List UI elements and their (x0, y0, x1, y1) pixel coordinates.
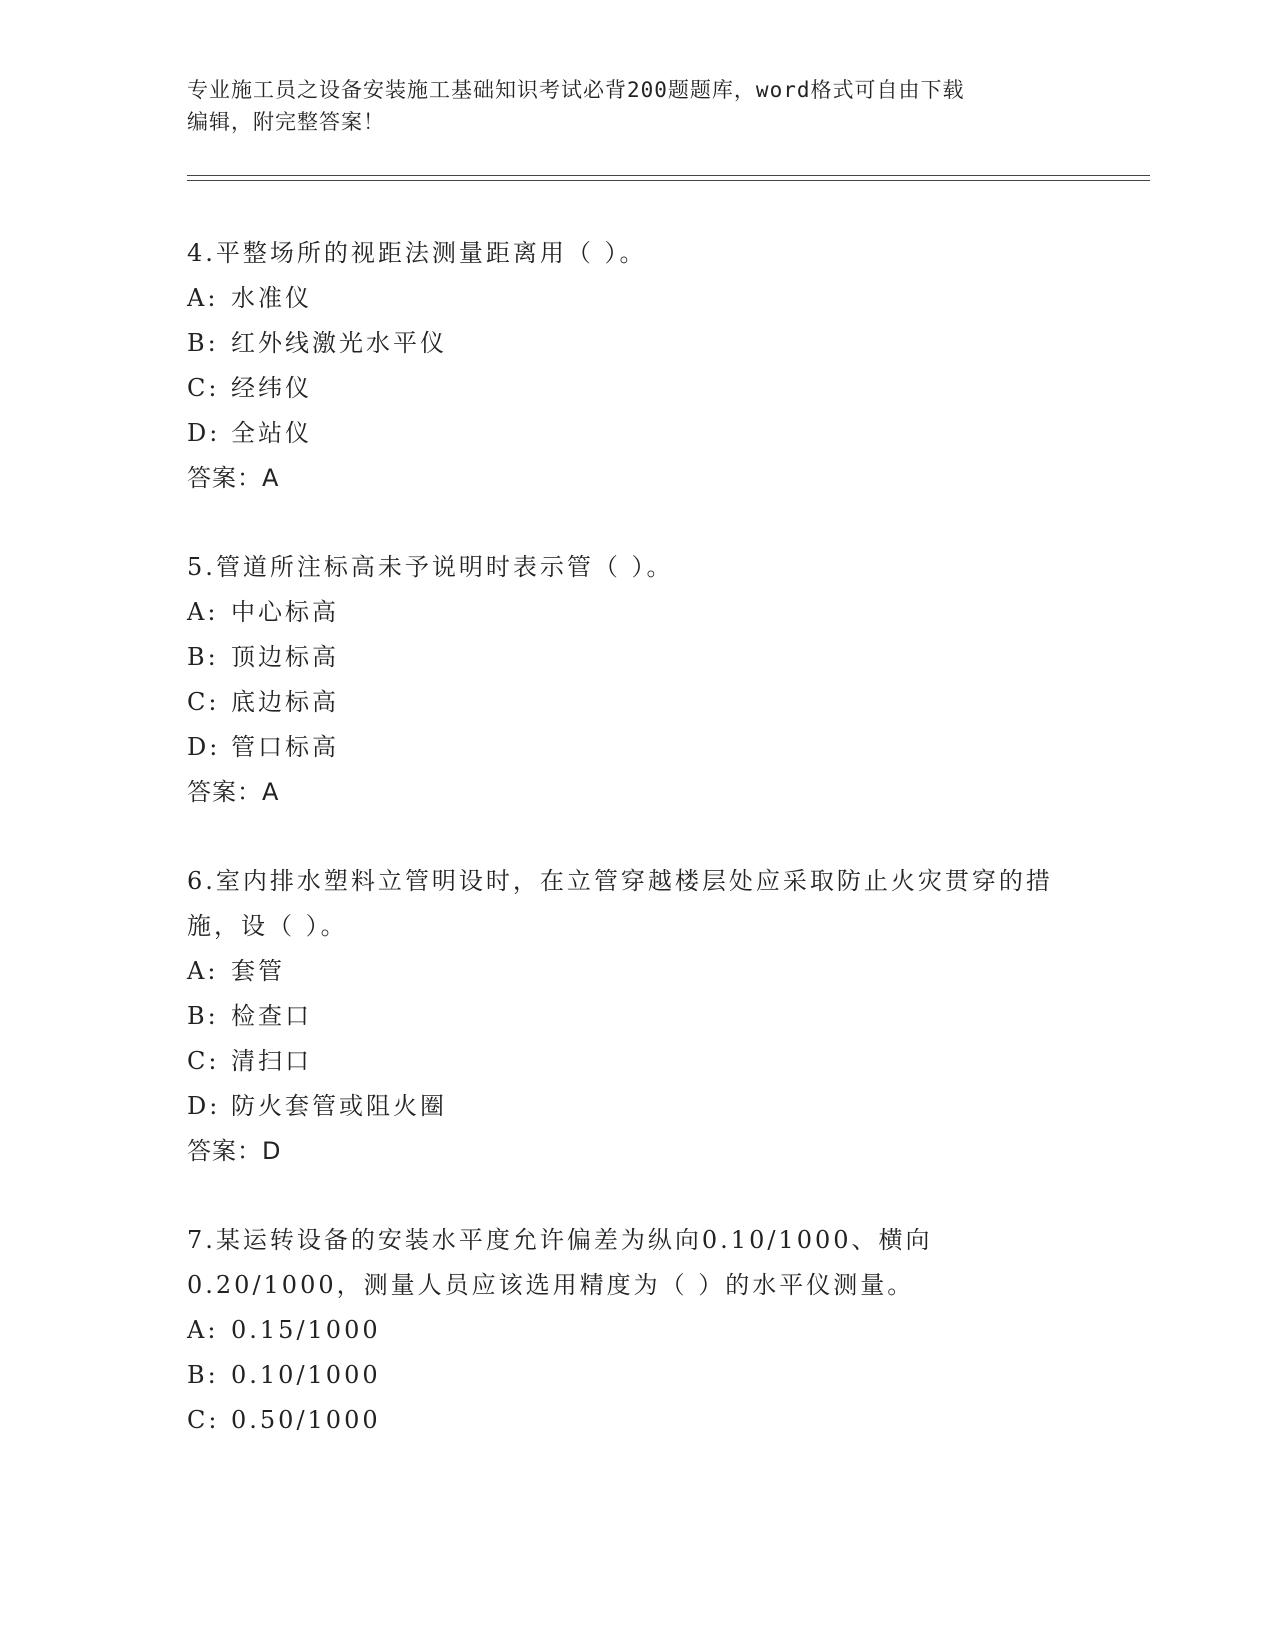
option-text: 全站仪 (231, 419, 312, 447)
option-text: 底边标高 (231, 688, 339, 716)
option-text: 水准仪 (231, 284, 312, 312)
document-header (187, 74, 1067, 138)
answer-line: 答案：A (187, 778, 280, 806)
option-text: 清扫口 (231, 1047, 312, 1075)
option-a (187, 1308, 1087, 1353)
option-key: C: (187, 688, 220, 716)
option-text: 顶边标高 (231, 643, 339, 671)
option-b (187, 321, 1087, 366)
option-d (187, 725, 1087, 770)
question-6 (187, 859, 1087, 1174)
option-key: B: (187, 1002, 219, 1030)
option-key: C: (187, 1047, 220, 1075)
option-key: B: (187, 643, 219, 671)
option-key: D: (187, 1092, 221, 1120)
question-5 (187, 545, 1087, 815)
option-b (187, 994, 1087, 1039)
option-a (187, 590, 1087, 635)
option-text: 套管 (231, 957, 285, 985)
question-list (187, 231, 1087, 1487)
option-c (187, 1398, 1087, 1443)
option-key: A: (187, 957, 219, 985)
option-key: D: (187, 733, 221, 761)
question-stem: 7.某运转设备的安装水平度允许偏差为纵向0.10/1000、横向0.20/1000，测量人员应该选用精度为（ ）的水平仪测量。 (187, 1226, 933, 1299)
answer-line: 答案：A (187, 464, 280, 492)
header-title-line2: 编辑，附完整答案！ (187, 110, 385, 134)
question-stem: 5.管道所注标高未予说明时表示管（ ）。 (187, 553, 674, 581)
answer-line: 答案：D (187, 1137, 282, 1165)
option-text: 防火套管或阻火圈 (231, 1092, 447, 1120)
option-key: B: (187, 329, 219, 357)
option-key: D: (187, 419, 221, 447)
header-title-line1: 专业施工员之设备安装施工基础知识考试必背200题题库，word格式可自由下载 (187, 78, 965, 102)
question-7 (187, 1218, 1087, 1443)
option-text: 0.50/1000 (231, 1406, 381, 1434)
option-d (187, 411, 1087, 456)
option-key: C: (187, 1406, 220, 1434)
question-stem: 4.平整场所的视距法测量距离用（ ）。 (187, 239, 647, 267)
option-text: 0.10/1000 (231, 1361, 381, 1389)
option-key: B: (187, 1361, 219, 1389)
option-text: 管口标高 (231, 733, 339, 761)
question-4 (187, 231, 1087, 501)
option-key: A: (187, 1316, 219, 1344)
header-divider-bottom (187, 180, 1150, 181)
option-key: C: (187, 374, 220, 402)
option-c (187, 680, 1087, 725)
option-text: 红外线激光水平仪 (231, 329, 447, 357)
option-c (187, 1039, 1087, 1084)
header-divider-top (187, 175, 1150, 176)
option-c (187, 366, 1087, 411)
option-key: A: (187, 598, 219, 626)
option-text: 0.15/1000 (231, 1316, 381, 1344)
option-b (187, 635, 1087, 680)
option-key: A: (187, 284, 219, 312)
option-text: 经纬仪 (231, 374, 312, 402)
option-text: 中心标高 (231, 598, 339, 626)
option-a (187, 276, 1087, 321)
option-d (187, 1084, 1087, 1129)
option-b (187, 1353, 1087, 1398)
option-a (187, 949, 1087, 994)
question-stem: 6.室内排水塑料立管明设时，在立管穿越楼层处应采取防止火灾贯穿的措施，设（ ）。 (187, 867, 1053, 940)
option-text: 检查口 (231, 1002, 312, 1030)
